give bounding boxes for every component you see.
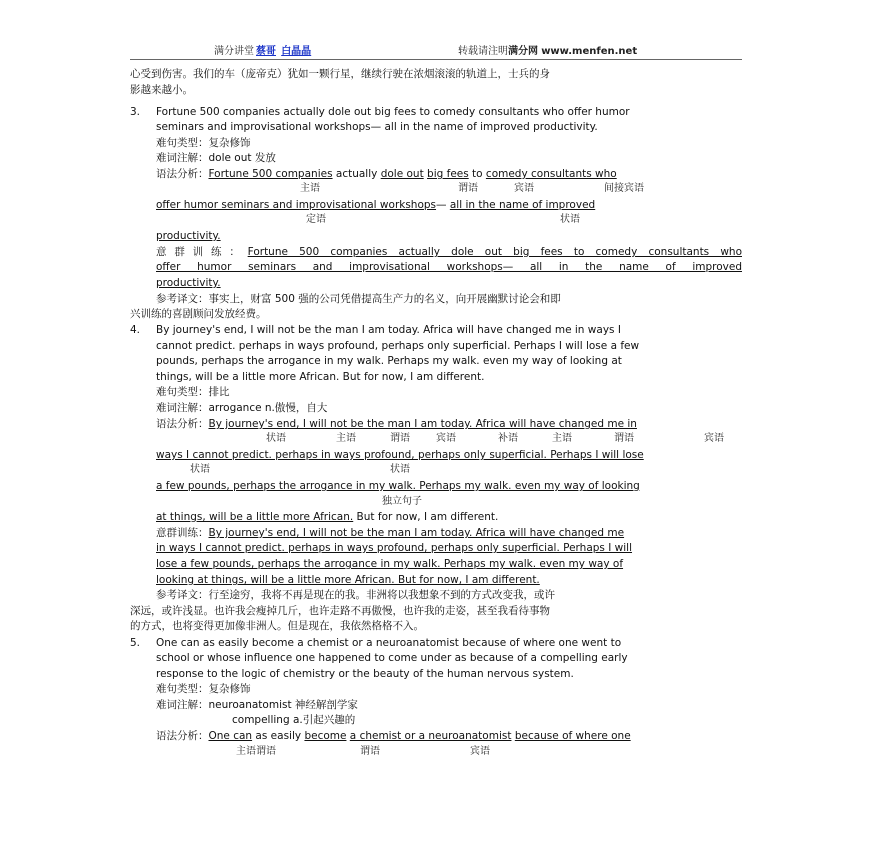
vocab-value: dole out 发放: [208, 152, 276, 164]
grammar-segment: Fortune 500 companies: [208, 168, 333, 180]
grammar-segment: at things, will be a little more African.: [156, 511, 354, 523]
item-5-vocab: [156, 699, 742, 712]
item-5-sentence-2: school or whose influence one happened to come under as because of a compelling early: [156, 652, 628, 664]
grammar-role-label: 谓语: [614, 433, 634, 444]
chunk-label: 意群训练：: [156, 527, 209, 539]
translation-text: 行至途穷，我将不再是现在的我。非洲将以我想象不到的方式改变我，或许: [208, 589, 555, 601]
header-right: [458, 42, 637, 57]
grammar-role-label: 宾语: [436, 433, 456, 444]
type-label: 难句类型：: [156, 137, 209, 149]
item-4-sentence-1: By journey's end, I will not be the man I am today. Africa will have changed me in ways I: [156, 324, 621, 336]
grammar-role-label: 宾语: [470, 746, 490, 757]
grammar-segment: But for now, I am different.: [353, 511, 499, 523]
grammar-label: 语法分析：: [156, 168, 209, 180]
item-4-grammar-3: a few pounds, perhaps the arrogance in my walk. Perhaps my walk. even my way of looking: [156, 480, 640, 492]
item-5-grammar-1: [156, 730, 742, 743]
grammar-segment: By journey's end, I will not be the man I am today. Africa will have changed me in: [208, 418, 637, 430]
vocab-label: 难词注解：: [156, 152, 209, 164]
header-left: [214, 42, 311, 57]
page-header: [130, 40, 742, 58]
item-4-type: [156, 386, 742, 399]
vocab-label: 难词注解：: [156, 699, 209, 711]
item-4-sentence-2: cannot predict. perhaps in ways profound, perhaps only superficial. Perhaps I will lose a few: [156, 340, 640, 352]
item-3-translation-1: [156, 293, 742, 306]
item-3-vocab: [156, 152, 742, 165]
chunk-text: Fortune 500 companies actually dole out big fees to comedy consultants who: [247, 246, 742, 258]
grammar-segment: big fees: [427, 168, 469, 180]
grammar-segment: because of where one: [514, 730, 631, 742]
grammar-segment: offer humor seminars and improvisational workshops: [156, 199, 437, 211]
grammar-role-label: 主语: [552, 433, 572, 444]
header-author-1[interactable]: 蔡哥: [256, 46, 276, 57]
grammar-segment: become: [304, 730, 347, 742]
item-4-number: 4.: [130, 324, 141, 336]
item-3-chunk-1: [156, 246, 742, 260]
type-value: 复杂修饰: [208, 137, 251, 149]
item-3-grammar-3: productivity.: [156, 230, 221, 242]
item-4-translation-3: 的方式，也将变得更加像非洲人。但是现在，我依然格格不入。: [130, 620, 424, 632]
vocab-value: arrogance n.傲慢，自大: [208, 402, 328, 414]
grammar-segment: comedy consultants who: [485, 168, 617, 180]
header-brand: 满分网: [508, 46, 538, 57]
item-4-grammar-2: ways I cannot predict. perhaps in ways profound, perhaps only superficial. Perhaps I will lose: [156, 449, 644, 461]
type-label: 难句类型：: [156, 386, 209, 398]
grammar-role-label: 独立句子: [382, 496, 422, 507]
item-5-type: [156, 683, 742, 696]
grammar-segment: all in the name of improved: [449, 199, 596, 211]
item-3-chunk-3: productivity.: [156, 277, 221, 289]
chunk-label: 意群训练：: [156, 246, 248, 258]
item-4-grammar-4: [156, 511, 742, 524]
grammar-role-label: 主语: [300, 183, 320, 194]
vocab-value: neuroanatomist 神经解剖学家: [208, 699, 358, 711]
grammar-label: 语法分析：: [156, 418, 209, 430]
translation-text: 事实上，财富 500 强的公司凭借提高生产力的名义，向开展幽默讨论会和即: [208, 293, 561, 305]
item-4-translation-2: 深远，或许浅显。也许我会瘦掉几斤，也许走路不再傲慢，也许我的走姿，甚至我看待事物: [130, 605, 550, 617]
item-4-grammar-1: [156, 418, 742, 431]
header-divider: [130, 59, 742, 60]
chunk-text: By journey's end, I will not be the man I am today. Africa will have changed me: [208, 527, 625, 539]
item-3-sentence-2: seminars and improvisational workshops— all in the name of improved productivity.: [156, 121, 598, 133]
header-author-2[interactable]: 白晶晶: [281, 46, 312, 57]
type-label: 难句类型：: [156, 683, 209, 695]
item-4-vocab: [156, 402, 742, 415]
grammar-role-label: 状语: [266, 433, 286, 444]
grammar-role-label: 主语谓语: [236, 746, 276, 757]
vocab-label: 难词注解：: [156, 402, 209, 414]
item-3-sentence-1: Fortune 500 companies actually dole out big fees to comedy consultants who offer humor: [156, 106, 630, 118]
intro-line-1: 心受到伤害。我们的车（庞帝克）犹如一颗行星，继续行驶在浓烟滚滚的轨道上，士兵的身: [130, 68, 550, 80]
item-4-chunk-1: [156, 527, 742, 540]
grammar-label: 语法分析：: [156, 730, 209, 742]
grammar-segment: as easily: [252, 730, 305, 742]
translation-label: 参考译文：: [156, 293, 209, 305]
type-value: 排比: [208, 386, 230, 398]
item-4-chunk-2: in ways I cannot predict. perhaps in ways profound, perhaps only superficial. Perhaps I will: [156, 542, 633, 554]
grammar-role-label: 补语: [498, 433, 518, 444]
item-4-translation-1: [156, 589, 742, 602]
item-4-chunk-3: lose a few pounds, perhaps the arrogance in my walk. Perhaps my walk. even my way of: [156, 558, 624, 570]
grammar-segment: a chemist or a neuroanatomist: [349, 730, 512, 742]
item-5-vocab-2: compelling a.引起兴趣的: [232, 714, 356, 726]
grammar-role-label: 宾语: [514, 183, 534, 194]
item-4-sentence-4: things, will be a little more African. But for now, I am different.: [156, 371, 485, 383]
grammar-role-label: 状语: [560, 214, 580, 225]
grammar-role-label: 定语: [306, 214, 326, 225]
item-4-chunk-4: looking at things, will be a little more African. But for now, I am different.: [156, 574, 540, 586]
item-3-type: [156, 137, 742, 150]
intro-line-2: 影越来越小。: [130, 84, 193, 96]
header-url[interactable]: www.menfen.net: [541, 46, 638, 57]
item-5-sentence-3: response to the logic of chemistry or the beauty of the human nervous system.: [156, 668, 574, 680]
item-5-sentence-1: One can as easily become a chemist or a neuroanatomist because of where one went to: [156, 637, 622, 649]
grammar-role-label: 状语: [390, 464, 410, 475]
grammar-segment: actually: [332, 168, 381, 180]
type-value: 复杂修饰: [208, 683, 251, 695]
translation-label: 参考译文：: [156, 589, 209, 601]
grammar-segment: dole out: [380, 168, 424, 180]
header-right-prefix: 转载请注明: [458, 46, 508, 57]
grammar-role-label: 间接宾语: [604, 183, 644, 194]
grammar-role-label: 谓语: [458, 183, 478, 194]
item-4-sentence-3: pounds, perhaps the arrogance in my walk. Perhaps my walk. even my way of looking at: [156, 355, 622, 367]
grammar-segment: to: [468, 168, 486, 180]
grammar-segment: One can: [208, 730, 253, 742]
item-3-grammar-1: [156, 168, 742, 181]
item-3-translation-2: 兴训练的喜剧顾问发放经费。: [130, 308, 267, 320]
grammar-role-label: 宾语: [704, 433, 724, 444]
item-3-number: 3.: [130, 106, 141, 118]
item-5-number: 5.: [130, 637, 141, 649]
grammar-role-label: 谓语: [360, 746, 380, 757]
item-3-grammar-2: [156, 199, 742, 212]
grammar-role-label: 主语: [336, 433, 356, 444]
grammar-role-label: 谓语: [390, 433, 410, 444]
item-3-chunk-2: offer humor seminars and improvisational workshops— all in the name of improved: [156, 261, 742, 273]
grammar-segment: —: [436, 199, 450, 211]
grammar-role-label: 状语: [190, 464, 210, 475]
header-left-prefix: 满分讲堂: [214, 46, 254, 57]
